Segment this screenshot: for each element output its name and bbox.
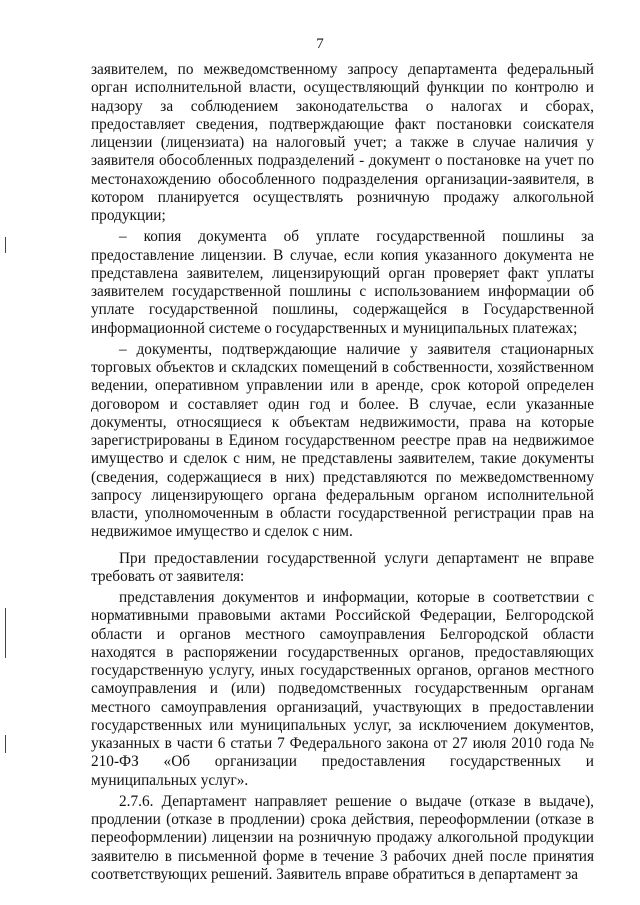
scan-edge-mark	[5, 608, 6, 658]
scan-edge-mark	[5, 237, 6, 253]
scan-edge-mark	[5, 735, 6, 753]
page-number: 7	[316, 36, 324, 52]
paragraph-department-restrictions: При предоставлении государственной услуги департамент не вправе требовать от заявителя:	[91, 549, 594, 585]
paragraph-tax-registration: заявителем, по межведомственному запросу департамента федеральный орган исполнительной власти, осуществляющий функции по контролю и надзору за соблюдением законодательства о налогах и сборах, предоставляет сведения, подтверждающие факт постановки соискателя лицензии (лицензиата) на налоговый учет; а также в случае наличия у заявителя обособленных подразделений - документ о постановке на учет по местонахождению обособленного подразделения организации-заявителя, в котором планируется осуществлять розничную продажу алкогольной продукции;	[91, 61, 594, 224]
paragraph-premises-documents: – документы, подтверждающие наличие у заявителя стационарных торговых объектов и складских помещений в собственности, хозяйственном ведении, оперативном управлении или в аренде, срок которой определен договором и составляет один год и более. В случае, если указанные документы, относящиеся к объектам недвижимости, права на которые зарегистрированы в Едином государственном реестре прав на недвижимое имущество и сделок с ним, не представлены заявителем, такие документы (сведения, содержащиеся в них) представляются по межведомственному запросу лицензирующего органа федеральным органом исполнительной власти, уполномоченным в области государственной регистрации прав на недвижимое имущество и сделок с ним.	[91, 340, 594, 541]
paragraph-2-7-6: 2.7.6. Департамент направляет решение о выдаче (отказе в выдаче), продлении (отказе в продлении) срока действия, переоформлении (отказе в переоформлении) лицензии на розничную продажу алкогольной продукции заявителю в письменной форме в течение 3 рабочих дней после принятия соответствующих решений. Заявитель вправе обратиться в департамент за	[91, 792, 594, 883]
document-body	[91, 61, 594, 887]
paragraph-document-exemptions: представления документов и информации, которые в соответствии с нормативными правовыми актами Российской Федерации, Белгородской области и органов местного самоуправления Белгородской области находятся в распоряжении государственных органов, предоставляющих государственную услугу, иных государственных органов, органов местного самоуправления и (или) подведомственных государственным органам местного самоуправления организаций, участвующих в предоставлении государственных или муниципальных услуг, за исключением документов, указанных в части 6 статьи 7 Федерального закона от 27 июля 2010 года № 210-ФЗ «Об организации предоставления государственных и муниципальных услуг».	[91, 589, 594, 789]
paragraph-state-fee: – копия документа об уплате государственной пошлины за предоставление лицензии. В случае, если копия указанного документа не представлена заявителем, лицензирующий орган проверяет факт уплаты заявителем государственной пошлины с использованием информации об уплате государственной пошлины, содержащейся в Государственной информационной системе о государственных и муниципальных платежах;	[91, 228, 594, 337]
